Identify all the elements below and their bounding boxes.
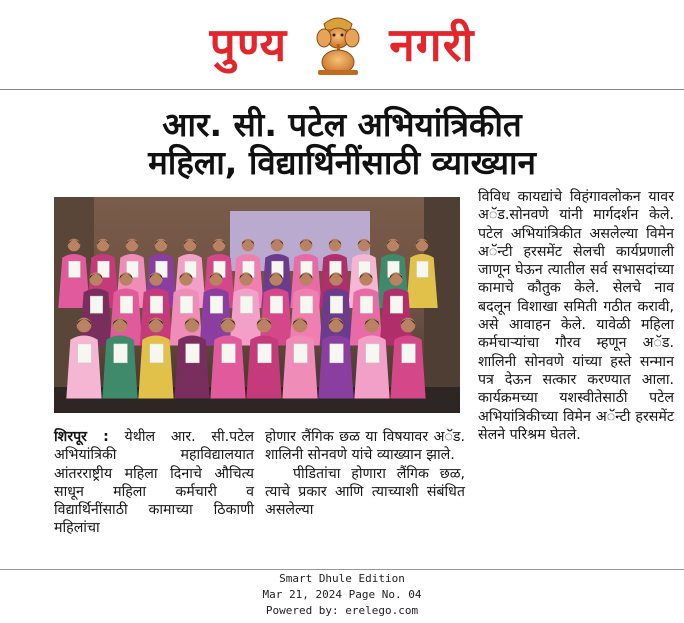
brand-title-left: पुण्य <box>209 17 288 72</box>
column-3-text: विविध कायद्यांचे विहंगावलोकन यावर अॅड.सोनवणे यांनी मार्गदर्शन केले. पटेल अभियांत्रिकीत असलेल्या विमेन अॅन्टी हरसमेंट सेलची कार्यप्रणाली जाणून घेऊन त्यातील सर्व सभासदांच्या कामाचे कौतुक केले. सेलचे नाव बदलून विशाखा समिती गठीत करावी, असे आवाहन केले. यावेळी महिला कर्मचाऱ्यांचा गौरव म्हणून अॅड. शालिनी सोनवणे यांच्या हस्ते सन्मान पत्र देऊन सत्कार करण्यात आला. कार्यक्रमच्या यशस्वीतेसाठी पटेल अभियांत्रिकीच्या विमेन अॅन्टी हरसमेंट सेलने परिश्रम घेतले. <box>478 189 674 443</box>
ganesha-logo-icon <box>310 14 366 76</box>
dateline: शिरपूर : <box>54 429 109 445</box>
column-1-text: येथील आर. सी.पटेल अभियांत्रिकी महाविद्यालयात आंतरराष्ट्रीय महिला दिनाचे औचित्य साधून महिला कर्मचारी व विद्यार्थिनींसाठी कामाच्या ठिकाणी महिलांचा <box>54 429 254 537</box>
article-column-2 <box>265 428 465 519</box>
headline-line-1: आर. सी. पटेल अभियांत्रिकीत <box>162 105 522 144</box>
group-photo <box>54 197 460 413</box>
column-2-paragraph-2: पीडितांचा होणारा लैंगिक छळ, त्याचे प्रकार आणि त्याच्याशी संबंधित असलेल्या <box>265 465 465 519</box>
newspaper-brand <box>0 6 684 80</box>
masthead-divider <box>0 89 684 90</box>
edition-date-page: Mar 21, 2024 Page No. 04 <box>262 588 422 601</box>
brand-title-right: नगरी <box>389 17 475 72</box>
article-column-1 <box>54 428 254 538</box>
edition-name: Smart Dhule Edition <box>279 572 405 585</box>
powered-by: Powered by: erelego.com <box>265 604 419 617</box>
footer-divider <box>0 569 684 570</box>
headline-line-2: महिला, विद्यार्थिनींसाठी व्याख्यान <box>148 143 536 182</box>
article-column-3 <box>478 188 674 444</box>
footer <box>0 571 684 619</box>
column-2-paragraph-1: होणार लैंगिक छळ या विषयावर अॅड. शालिनी सोनवणे यांचे व्याख्यान झाले. <box>265 429 465 464</box>
article-headline <box>0 106 684 182</box>
masthead <box>0 0 684 88</box>
